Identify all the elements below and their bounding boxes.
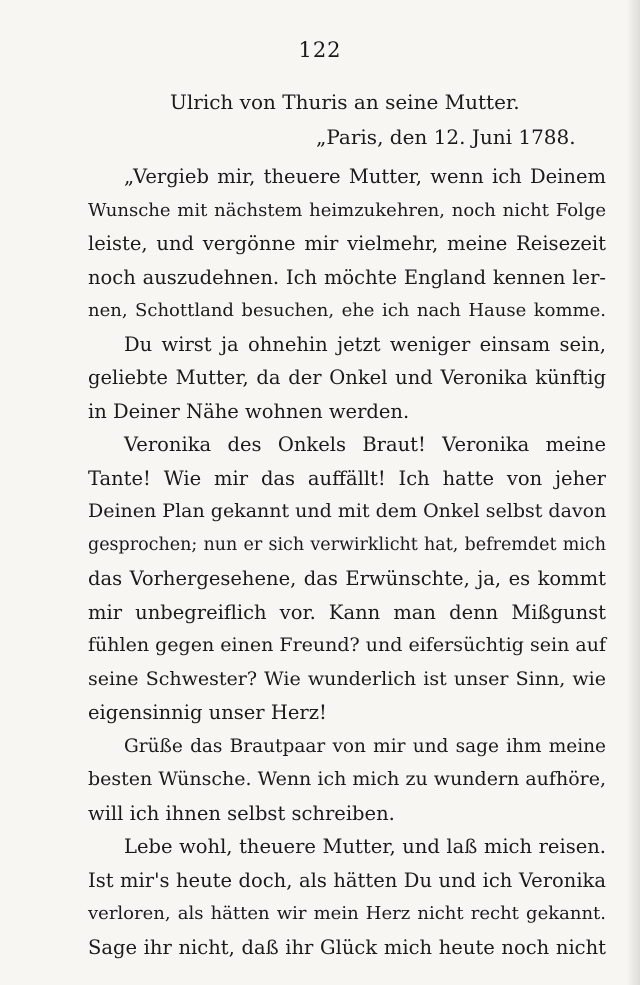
text-line: Wunsche mit nächstem heimzukehren, noch nicht Folge — [88, 199, 606, 221]
letter-dateline: „Paris, den 12. Juni 1788. — [316, 125, 576, 149]
text-line: Du wirst ja ohnehin jetzt weniger einsam sein, — [124, 332, 606, 356]
text-line: Tante! Wie mir das auffällt! Ich hatte von jeher — [88, 466, 606, 490]
text-line: noch auszudehnen. Ich möchte England kennen ler- — [88, 265, 606, 289]
text-line: mir unbegreiflich vor. Kann man denn Mißgunst — [88, 600, 606, 624]
text-line: besten Wünsche. Wenn ich mich zu wundern aufhöre, — [88, 768, 606, 790]
letter-heading: Ulrich von Thuris an seine Mutter. — [170, 90, 520, 114]
text-line: gesprochen; nun er sich verwirklicht hat, befremdet mich — [88, 534, 606, 555]
text-line: „Vergieb mir, theuere Mutter, wenn ich Deinem — [124, 165, 606, 188]
text-line: verloren, als hätten wir mein Herz nicht recht gekannt. — [88, 903, 606, 924]
text-line: Lebe wohl, theuere Mutter, und laß mich reisen. — [124, 835, 606, 858]
text-line: Grüße das Brautpaar von mir und sage ihm meine — [124, 735, 606, 757]
text-line: in Deiner Nähe wohnen werden. — [88, 399, 410, 423]
text-line: eigensinnig unser Herz! — [88, 701, 327, 724]
text-line: geliebte Mutter, da der Onkel und Veronika künftig — [88, 366, 606, 389]
text-line: nen, Schottland besuchen, ehe ich nach Hause komme. — [88, 300, 606, 321]
text-line: Veronika des Onkels Braut! Veronika meine — [124, 433, 606, 456]
text-line: leiste, und vergönne mir vielmehr, meine Reisezeit — [88, 232, 606, 255]
text-line: will ich ihnen selbst schreiben. — [88, 801, 395, 825]
text-line: fühlen gegen einen Freund? und eifersüchtig sein auf — [88, 634, 606, 656]
page-spine-shadow — [626, 0, 640, 985]
text-line: Deinen Plan gekannt und mit dem Onkel selbst davon — [88, 500, 607, 522]
text-line: Ist mir's heute doch, als hätten Du und ich Veronika — [88, 868, 606, 892]
text-line: seine Schwester? Wie wunderlich ist unser Sinn, wie — [88, 667, 606, 690]
letter-body — [88, 160, 606, 964]
text-line: das Vorhergesehene, das Erwünschte, ja, es kommt — [88, 567, 606, 590]
page-number: 122 — [298, 38, 342, 62]
text-line: Sage ihr nicht, daß ihr Glück mich heute noch nicht — [88, 935, 606, 959]
